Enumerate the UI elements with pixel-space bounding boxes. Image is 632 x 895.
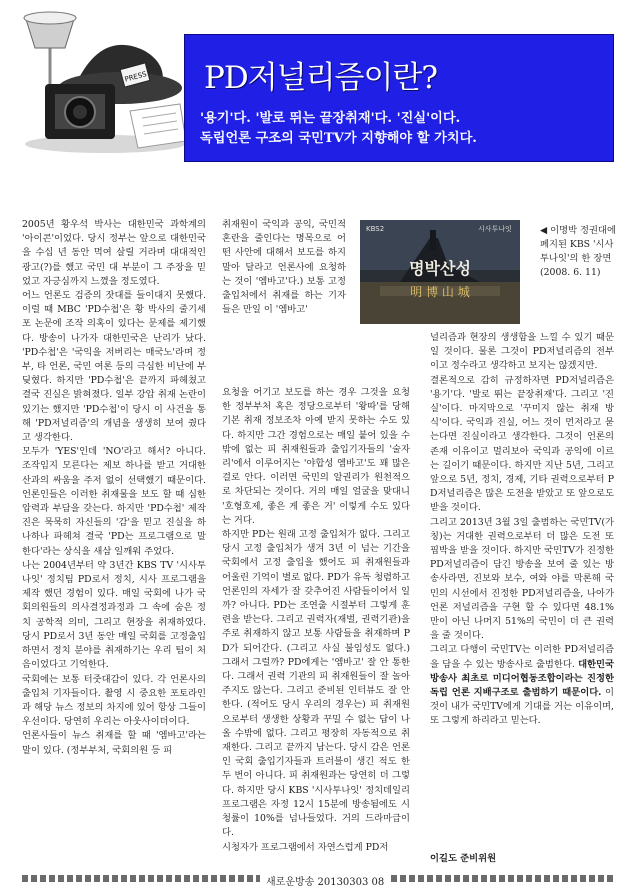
paragraph: 어느 언론도 검증의 잣대를 들이대지 못했다. 이럴 때 MBC 'PD수첩'은 황 박사의 줄기세포 논문에 조작 의혹이 있다는 문제를 제기했다. 방송이 나가자 대한민국은 난리가 났다. 'PD수첩'은 '국익을 저버리는 매국노'라며 정부, 타 언론, 국민 여론 등의 극심한 비난에 부딪혔다. 하지만 'PD수첩'은 끝까지 파헤쳤고 결국 진실은 밝혀졌다. 일부 강압 취재 논란이 있기는 했지만 'PD수첩'이 당시 이 사건을 통해 'PD저널리즘'의 개념을 생생히 보여 줬다고 생각한다. xyxy=(22,290,206,444)
photo-overlay-korean: 명박산성 xyxy=(409,259,471,278)
paragraph-text: 이것이 내가 국민TV에게 기대를 거는 이유이며, 또 그렇게 하리라고 믿는다. xyxy=(430,687,614,727)
paragraph: 시청자가 프로그램에서 자연스럽게 PD저 xyxy=(222,841,389,853)
photo-program-logo: 시사투나잇 xyxy=(478,225,512,233)
paragraph: 언론사들이 뉴스 취재를 할 때 '엠바고'라는 말이 있다. (정부부처, 국회의원 등 피 xyxy=(22,730,206,756)
article-column-2 xyxy=(222,386,410,862)
paragraph: 하지만 PD는 원래 고정 출입처가 없다. 그리고 당시 고정 출입처가 생겨 3년 이 넘는 기간을 국회에서 고정 출입을 했어도 피 취재원들과 어울린 기억이 별로 없다. PD가 유독 청렴하고 언론인의 자세가 잘 갖추어진 사람들이어서 일까? 아니다. PD는 조연출 시절부터 그렇게 훈련을 받는다. 그리고 권력자(재벌, 권력기관)을 주로 취재하지 않고 보통 사람들을 취재하며 PD가 되어간다. (그리고 사실 불임성도 없다.) 그래서 그럴까? PD에게는 '엠바고' 잘 안 통한다. 그래서 권력 기관의 피 취재원들이 잘 놀아주지도 않는다. 그리고 준비된 인터뷰도 잘 안한다. (적어도 당시 우리의 경우는) 피 취재원으로부터 생생한 상황과 꾸밀 수 없는 답이 나올 수밖에 없다. 그리고 평장히 자동적으로 취재한다. 그리고 끝까지 남는다. 당시 감은 언론인 국회 출입기자들과 트러블이 생긴 적도 한 두 번이 아니다. 피 취재원과는 당연히 더 그렇다. 하지만 당시 KBS '시사투나잇' 정치데일리 프로그램은 자정 12시 15분에 방송됨에도 시청률이 10%를 넘나들었다. 거의 드라마급이다. xyxy=(222,529,410,839)
paragraph: 모두가 'YES'인데 'NO'라고 해서? 아니다. 조작임지 모른다는 제보 하나를 받고 거대한 산과의 싸움을 주저 없이 선택했기 때문이다. 언론인들은 이러한 취재물을 보도 할 때 심한 압력과 부담을 갖는다. 하지만 'PD수첩' 제작진은 묵묵히 자신들의 '감'을 믿고 진실을 하나하나 파헤쳐 결국 'PD는 프로그램으로 말 한다'라는 상식을 새삼 일깨워 주었다. xyxy=(22,446,206,557)
paragraph: 널리즘과 현장의 생생함을 느낄 수 있기 때문일 것이다. 물론 그것이 PD저널리즘의 전부이고 정수라고 생각하고 보지는 않겠지만. xyxy=(430,332,614,372)
article-column-3 xyxy=(430,331,614,831)
author-name: 이길도 준비위원 xyxy=(430,853,497,864)
paragraph: 취재원이 국익과 공익, 국민적 혼란을 줄인다는 명목으로 어떤 사안에 대해서 보도를 하지 말아 달라고 언론사에 요청하는 것이 '엠바고'다.) 보통 고정 출입처에서 취재를 하는 기자들은 만일 이 '엠바고' xyxy=(222,219,346,316)
banner-subtitle-line1: '용기'다. '발로 뛰는 끝장취재'다. '진실'이다. xyxy=(200,111,461,126)
paragraph: 요청을 어기고 보도를 하는 경우 그것을 요청한 정부부처 혹은 정당으로부터 '왕따'를 당해 기본 취재 정보조차 아예 받지 못하는 수도 있다. 하지만 그간 경험으로는 매일 붙어 있을 수밖에 없는 피 취재원들과 출입기자들의 '술자리'에서 이루어지는 '야합성 엠바고'도 꽤 많은 걸로 안다. 이러면 국민의 알권리가 원천적으로 차단되는 것이다. 거의 매일 얼굴을 맞대니 '호형호제, 좋은 게 좋은 거' 이렇게 수도 있다는 거다. xyxy=(222,387,410,526)
paragraph: 국회에는 보통 터줏대감이 있다. 각 언론사의 출입처 기자들이다. 촬영 시 중요한 포토라인과 해당 뉴스 정보의 차지에 있어 항상 그들이 우선이다. 당연히 우리는 아웃사이더이다. xyxy=(22,673,206,728)
photo-overlay-hanja: 明 博 山 城 xyxy=(410,285,470,299)
photo-channel-logo: KBS2 xyxy=(366,225,385,233)
page-title: PD저널리즘이란? xyxy=(204,60,438,96)
paragraph: 나는 2004년부터 약 3년간 KBS TV '시사투나잇' 정치팀 PD로서 정치, 시사 프로그램을 제작 했던 경험이 있다. 매일 국회에 나가 국회의원들의 의사결정과정과 그 속에 숨은 정치 공학적 의미, 그리고 현장을 취재하였다. 당시 PD로서 3년 동안 매일 국회를 고정출입 하면서 정치 분야를 취재하기는 우리 팀이 처음이었다고 기억한다. xyxy=(22,559,206,671)
author-byline xyxy=(430,850,496,864)
article-column-2-top xyxy=(222,218,346,386)
paragraph xyxy=(430,643,614,728)
news-photo-scene xyxy=(360,220,520,324)
paragraph: 그리고 2013년 3월 3일 출범하는 국민TV(가칭)는 거대한 권력으로부터 더 많은 도전 또 핍박을 받을 것이다. 하지만 국민TV가 진정한 PD저널리즘이 담긴 방송을 보여 줄 있는 방송사라면, 진보와 보수, 여와 야를 막론해 국민의 시선에서 진정한 PD저널리즘을, 나아가 언론 저널리즘을 구현 할 수 있다면 48.1% 만이 아닌 나머지 51%의 국민이 더 큰 권력을 줄 것이다. xyxy=(430,516,614,642)
paragraph: 2005년 황우석 박사는 대한민국 과학계의 '아이콘'이었다. 당시 정부는 앞으로 대한민국을 수십 년 동안 먹여 살릴 거라며 대대적인 광고(?)를 했고 국민 대 부분이 그 주장을 믿었고 자긍심까지 느꼈을 정도였다. xyxy=(22,219,206,287)
news-photo xyxy=(360,220,520,324)
paragraph: 결론적으로 감히 규정하자면 PD저널리즘은 '용기'다. '발로 뛰는 끝장취재'다. 그리고 '진실'이다. 마지막으로 '꾸미지 않는 취재 방식'이다. 국익과 진실, 어느 것이 먼저라고 묻는다면 진실이라고 생각한다. 그것이 언론의 존재 이유이고 멀리보아 국익과 공익에 이르는 길이기 때문이다. 하지만 지난 5년, 그리고 앞으로 5년, 정치, 경제, 기타 권력으로부터 PD저널리즘은 많은 도전을 받았고 또 앞으로도 받을 것이다. xyxy=(430,374,614,514)
press-card-text: PRESS xyxy=(123,70,148,84)
banner-subtitle-line2: 독립언론 구조의 국민TV가 지향해야 할 가치다. xyxy=(200,131,477,146)
footer-text: 새로운방송 20130303 08 xyxy=(260,873,390,888)
emphasis-text: 대한민국 방송사 최초로 미디어협동조합이라는 진정한 독립 언론 지배구조로 출범하기 때문이다. xyxy=(430,658,614,699)
photo-caption: ◀ 이명박 정권대에 폐지된 KBS '시사투나잇'의 한 장면 (2008. 6. 11) xyxy=(540,225,616,278)
article-column-1 xyxy=(22,218,206,862)
paragraph-text: 그리고 다행이 국민TV는 이러한 PD저널리즘을 담을 수 있는 방송사로 출범한다. xyxy=(430,644,614,670)
camera-illustration xyxy=(10,6,190,156)
